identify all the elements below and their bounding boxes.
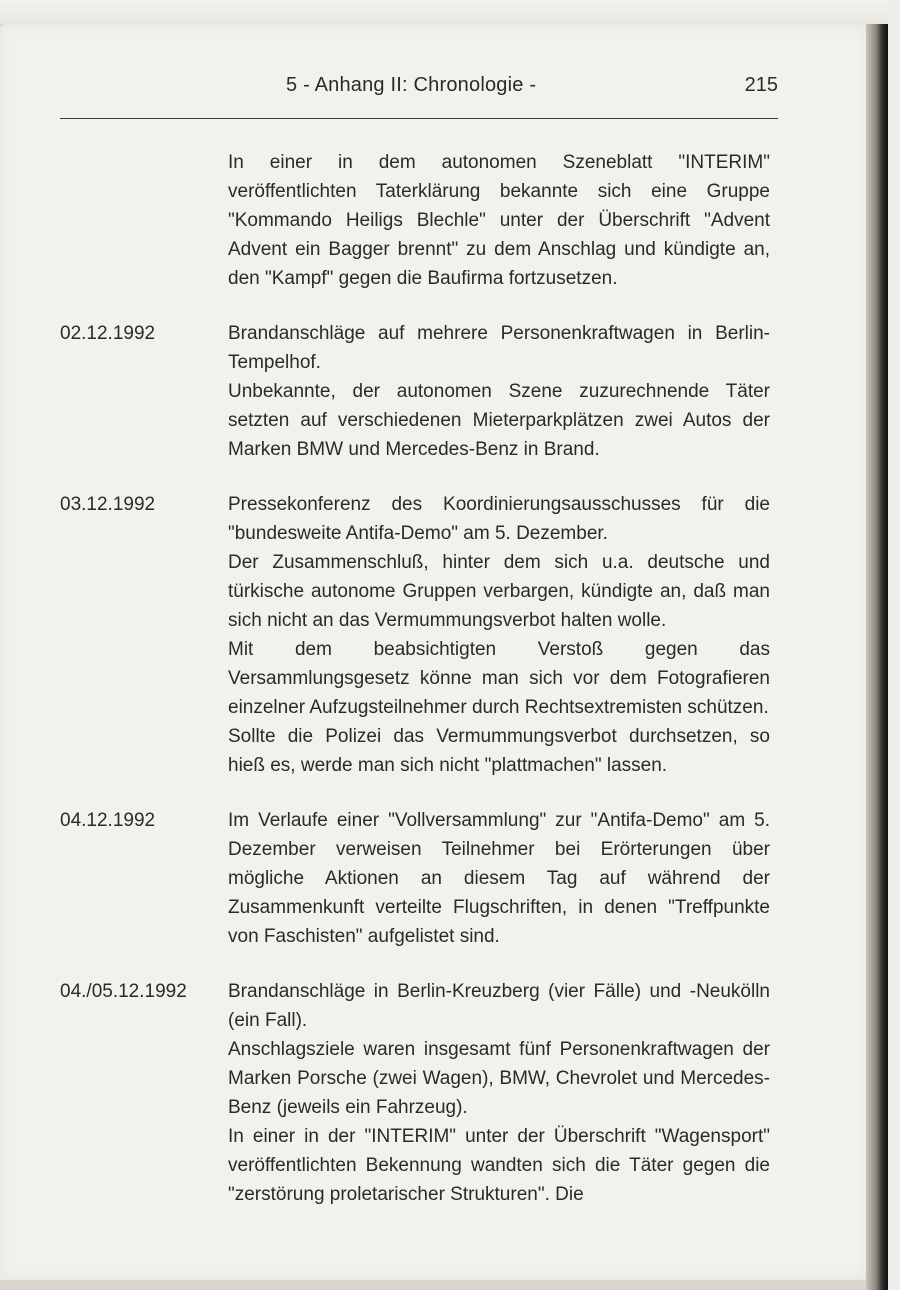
intro-paragraph: In einer in dem autonomen Szeneblatt "INTERIM" veröffentlichten Taterklärung bekannte sich eine Gruppe "Kommando Heiligs Blechle" unter der Überschrift "Advent Advent ein Bagger brennt" zu dem Anschlag und kündigte an, den "Kampf" gegen die Baufirma fortzusetzen. <box>228 152 770 289</box>
entry-paragraph: Der Zusammenschluß, hinter dem sich u.a. deutsche und türkische autonome Gruppen verbargen, kündigte an, daß man sich nicht an das Vermummungsverbot halten wolle. <box>228 552 770 631</box>
entry-text <box>228 490 770 780</box>
entry-date: 03.12.1992 <box>60 494 156 515</box>
entry-paragraph: Anschlagsziele waren insgesamt fünf Personenkraftwagen der Marken Porsche (zwei Wagen), BMW, Chevrolet und Mercedes-Benz (jeweils ein Fahrzeug). <box>228 1039 770 1118</box>
entry-paragraph: In einer in der "INTERIM" unter der Überschrift "Wagensport" veröffentlichten Bekennung wandten sich die Täter gegen die "zerstörung proletarischer Strukturen". Die <box>228 1126 770 1205</box>
page-header <box>60 74 778 114</box>
entry-text <box>228 148 770 293</box>
entry-spacer <box>60 293 778 319</box>
chronology-entry <box>60 806 778 951</box>
page-top-edge <box>0 0 900 24</box>
page-right-edge <box>888 0 900 1290</box>
entry-text <box>228 977 770 1209</box>
intro-entry <box>60 148 778 293</box>
entry-spacer <box>60 780 778 806</box>
entry-paragraph: Brandanschläge auf mehrere Personenkraftwagen in Berlin-Tempelhof. <box>228 323 770 373</box>
entry-paragraph: Brandanschläge in Berlin-Kreuzberg (vier Fälle) und -Neukölln (ein Fall). <box>228 981 770 1031</box>
entry-paragraph: Im Verlaufe einer "Vollversammlung" zur "Antifa-Demo" am 5. Dezember verweisen Teilnehmer bei Erörterungen über mögliche Aktionen an diesem Tag auf während der Zusammenkunft verteilte Flugschriften, in denen "Treffpunkte von Faschisten" aufgelistet sind. <box>228 810 770 947</box>
entry-text <box>228 319 770 464</box>
chronology-content <box>60 148 778 1209</box>
entry-paragraph: Pressekonferenz des Koordinierungsausschusses für die "bundesweite Antifa-Demo" am 5. Dezember. <box>228 494 770 544</box>
entry-date: 02.12.1992 <box>60 323 156 344</box>
page-number: 215 <box>744 74 778 96</box>
header-rule <box>60 118 778 119</box>
chronology-entry <box>60 319 778 464</box>
book-spine <box>866 24 888 1290</box>
entry-paragraph: Mit dem beabsichtigten Verstoß gegen das Versammlungsgesetz könne man sich vor dem Fotografieren einzelner Aufzugsteilnehmer durch Rechtsextremisten schützen. <box>228 639 770 718</box>
chronology-entry <box>60 977 778 1209</box>
entry-paragraph: Unbekannte, der autonomen Szene zuzurechnende Täter setzten auf verschiedenen Mieterparkplätzen zwei Autos der Marken BMW und Mercedes-Benz in Brand. <box>228 381 770 460</box>
chronology-entry <box>60 490 778 780</box>
entry-text <box>228 806 770 951</box>
header-title: 5 - Anhang II: Chronologie - <box>286 74 537 96</box>
entry-spacer <box>60 464 778 490</box>
entry-paragraph: Sollte die Polizei das Vermummungsverbot durchsetzen, so hieß es, werde man sich nicht "plattmachen" lassen. <box>228 726 770 776</box>
entry-date: 04.12.1992 <box>60 810 156 831</box>
entry-date: 04./05.12.1992 <box>60 981 187 1002</box>
entry-spacer <box>60 951 778 977</box>
